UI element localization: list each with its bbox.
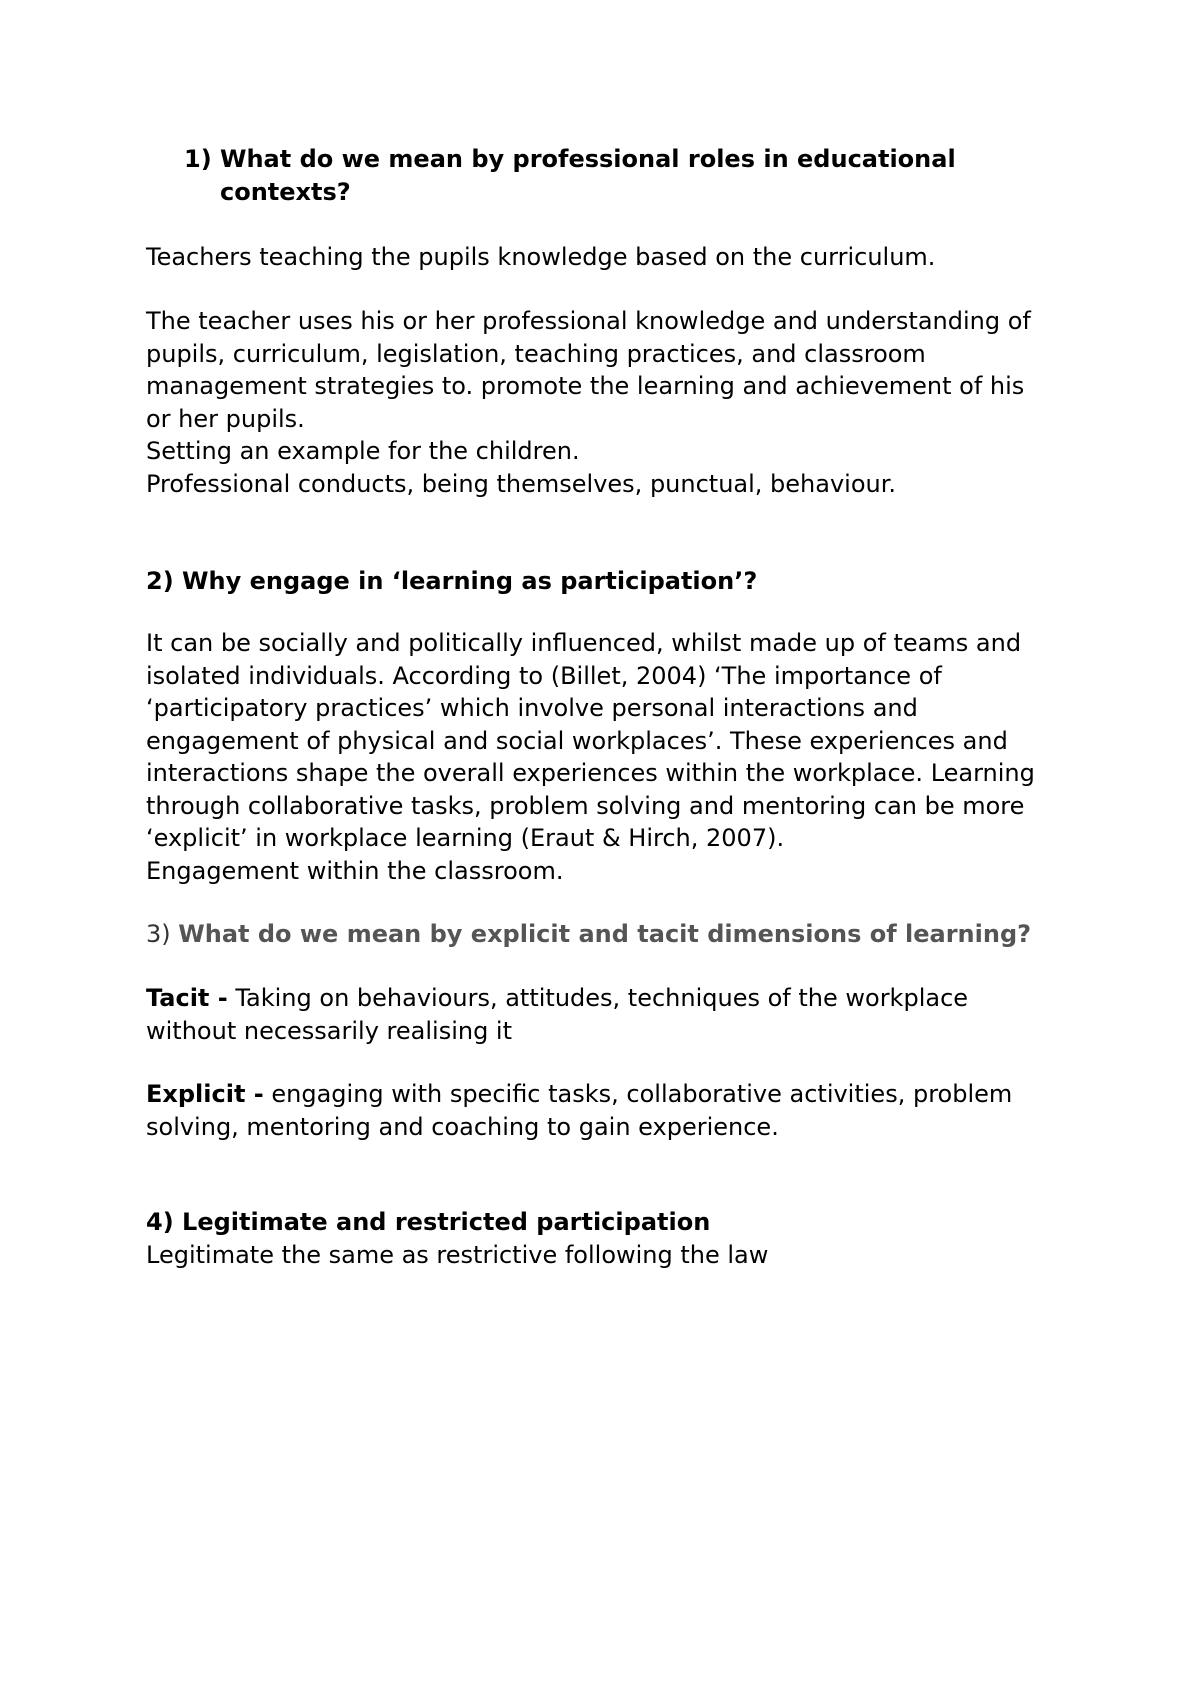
q1-answer-1-line: Teachers teaching the pupils knowledge based on the curriculum. [146,243,936,271]
tacit-term: Tacit - [146,984,228,1012]
q3-number: 3) [146,920,171,948]
q2-answer-line: isolated individuals. According to (Billet, 2004) ‘The importance of [146,661,942,690]
q4-heading: 4) Legitimate and restricted participation [146,1208,711,1236]
q1-heading-text [220,143,1060,208]
q1-answer-2-line: management strategies to. promote the learning and achievement of his [146,372,1025,400]
q1-answer-2-line: or her pupils. [146,404,305,433]
q2-answer-line: ‘explicit’ in workplace learning (Eraut & Hirch, 2007). [146,824,785,852]
q4 [146,1206,1066,1271]
tacit-definition-line: Taking on behaviours, attitudes, techniques of the workplace [227,984,969,1012]
q3-heading [146,918,1066,951]
q1-answer-2 [146,305,1066,500]
q2-answer-line: through collaborative tasks, problem solving and mentoring can be more [146,791,1025,820]
q3-tacit [146,982,1066,1047]
q3-heading-text: What do we mean by explicit and tacit dimensions of learning? [178,920,1032,948]
q1-answer-2-line: Setting an example for the children. [146,437,580,465]
q1-answer-2-line: pupils, curriculum, legislation, teaching practices, and classroom [146,339,926,368]
q2-answer [146,627,1066,887]
q2-answer-line: engagement of physical and social workplaces’. These experiences and [146,726,1008,755]
explicit-term: Explicit - [146,1080,264,1108]
q2-answer-line: It can be socially and politically influenced, whilst made up of teams and [146,629,1022,657]
explicit-definition-line: engaging with specific tasks, collaborative activities, problem [263,1080,1013,1108]
q1-number: 1) [184,145,212,173]
q2-answer-line: ‘participatory practices’ which involve personal interactions and [146,694,918,722]
q3-explicit [146,1078,1066,1143]
q2-heading-text: 2) Why engage in ‘learning as participation’? [146,567,758,595]
tacit-definition-line: without necessarily realising it [146,1016,513,1045]
q4-answer: Legitimate the same as restrictive following the law [146,1240,769,1269]
q1-heading [146,143,1066,209]
explicit-definition-line: solving, mentoring and coaching to gain experience. [146,1112,779,1141]
q1-heading-line: What do we mean by professional roles in educational [220,145,956,173]
q1-answer-1 [146,241,1066,274]
q2-heading [146,565,1066,598]
q2-answer-line: Engagement within the classroom. [146,856,564,885]
q1-heading-line: contexts? [220,177,351,206]
q1-answer-2-line: Professional conducts, being themselves, punctual, behaviour. [146,469,897,498]
q2-answer-line: interactions shape the overall experiences within the workplace. Learning [146,759,1035,787]
q1-answer-2-line: The teacher uses his or her professional knowledge and understanding of [146,307,1031,335]
